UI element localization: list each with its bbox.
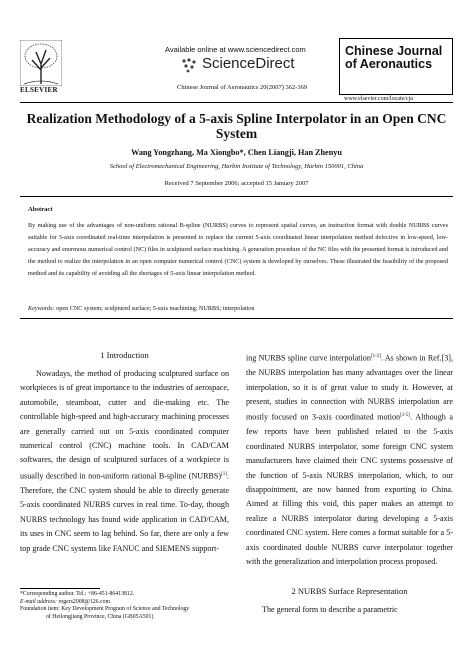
abstract-heading: Abstract <box>28 206 53 213</box>
foundation-note: Foundation item: Key Development Program of Science and Technology <box>20 606 190 613</box>
col2-paragraph-c: . Although a few reports have been published related to the 5-axis coordinated NURBS interpolator, some foreign CNC system manufacturers have claimed their CNC systems possessive of the function of 5-axis NURBS interpolation, which, to our disappointment, are now banned from exporting to China. Aimed at filling this void, this paper makes an attempt to realize a NURBS interpolator during developing a 5-axis coordinated CNC system. Here comes a format suitable for a 5-axis coordinated double NURBS curve interpolator together with the generalization and interpolation process proposed. <box>246 413 453 567</box>
received-dates: Received 7 September 2006; accepted 15 January 2007 <box>164 180 309 187</box>
footnotes <box>20 591 235 621</box>
foundation-note-cont: of Heilongjiang Province, China (GB05A501) <box>46 613 154 620</box>
paper-authors: Wang Yongzhang, Ma Xiongbo*, Chen Liangji, Han Zhenyu <box>131 148 342 157</box>
keywords-text: open CNC system; sculptured surface; 5-axis machining; NURBS; interpolation <box>56 305 255 312</box>
keywords-label: Keywords: <box>28 305 55 312</box>
col2-paragraph-b: . As shown in Ref.[3], the NURBS interpolation has many advantages over the linear interpolation, so it is of great value to study it. However, at present, studies in connection with NURBS interpolation are mostly focused on 3-axis coordinated motion <box>246 353 453 422</box>
intro-paragraph: Nowadays, the method of producing sculptured surface on workpieces is of great importance to the industries of aerospace, automobile, steamboat, cutter and die-making etc. The controllable high-speed and high-accuracy machining processes are generally carried out on 5-axis coordinated computer numerical control (CNC) machine tools. In CAD/CAM softwares, the design of sculptured surfaces of a workpiece is usually described in non-uniform rational B-spline (NURBS) <box>20 369 229 481</box>
section-1-heading: 1 Introduction <box>100 350 149 360</box>
footnote-rule <box>20 588 100 589</box>
paper-title: Realization Methodology of a 5-axis Spline Interpolator in an Open CNC System <box>26 111 447 141</box>
corresponding-author-note: *Corresponding author. Tel.: +86-451-86413812. <box>20 591 135 597</box>
journal-title: Chinese Journal of Aeronautics <box>345 44 443 71</box>
abstract-bottom-rule <box>20 318 453 319</box>
column-2-text <box>246 350 453 569</box>
author-affiliation: School of Electromechanical Engineering, Harbin Institute of Technology, Harbin 150001, China <box>109 163 364 170</box>
email-label: E-mail address: <box>20 598 57 605</box>
header-rule <box>20 102 453 103</box>
email-address: rogers2008@126.com <box>58 598 110 605</box>
elsevier-tree-logo <box>20 40 62 86</box>
keywords-line <box>28 305 448 312</box>
citation-ref: [1-2] <box>370 354 381 359</box>
intro-paragraph-end: . Therefore, the CNC system should be able to directly generate 5-axis coordinated NURBS curves in real time. To-day, though NURBS technology has found wide application in CAD/CAM, its uses in CNC seem to lag behind. So far, there are only a few top grade CNC systems like FANUC and SIEMENS support- <box>20 471 229 553</box>
abstract-top-rule <box>20 196 453 197</box>
col2-paragraph-a: ing NURBS spline curve interpolation <box>246 353 371 363</box>
sciencedirect-icon <box>180 57 198 73</box>
section-2-text: The general form to describe a parametric <box>262 605 398 614</box>
sciencedirect-logo: ScienceDirect <box>202 55 295 72</box>
abstract-text: By making use of the advantages of non-uniform rational B-spline (NURBS) curves to represent spatial curves, an instruction format with double NURBS curves suitable for 5-axis coordinated real-time interpolation is presented to replace the current 5-axis coordinated linear interpolation method defective in low-speed, low-accuracy and enormous numerical control (NC) files in sculptured surface machining. A generation procedure of the NC files with the presented format is introduced and the method to realize the interpolation in an open computer numerical control (CNC) system is developed by ourselves. These illustrated the feasibility of the proposed method and its capability of avoiding all the shortages of 5-axis linear interpolation method. <box>28 222 448 277</box>
column-1-text <box>20 367 229 556</box>
citation-ref: [1-5] <box>400 413 411 419</box>
section-2-heading: 2 NURBS Surface Representation <box>291 586 408 596</box>
journal-url: www.elsevier.com/locate/cja <box>344 96 413 102</box>
journal-citation: Chinese Journal of Aeronautics 20(2007) 362-369 <box>177 84 308 91</box>
available-online-text: Available online at www.sciencedirect.com <box>165 45 306 54</box>
publisher-name: ELSEVIER <box>20 86 58 94</box>
citation-ref: [1] <box>221 471 227 477</box>
